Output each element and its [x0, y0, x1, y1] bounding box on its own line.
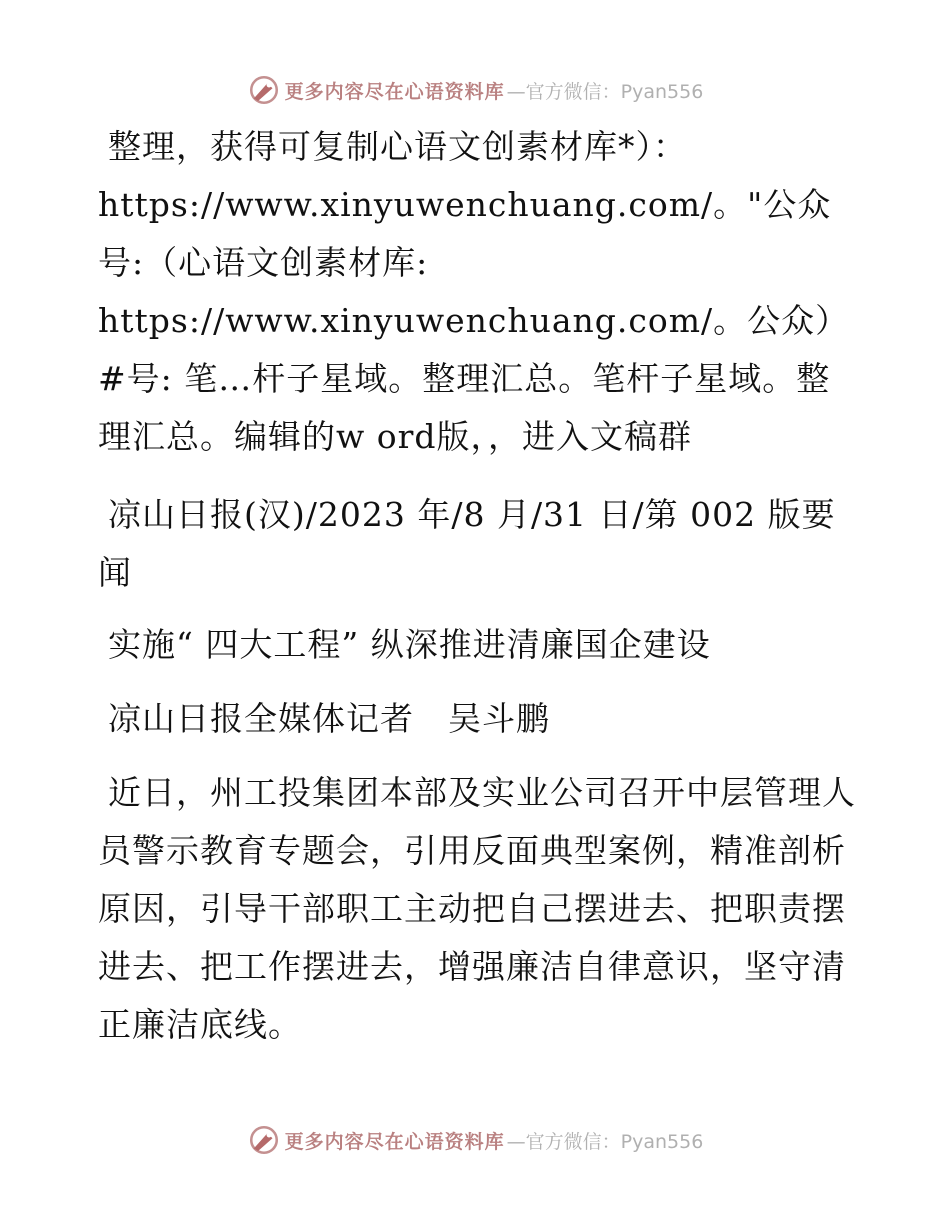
header-watermark: [0, 70, 950, 110]
watermark-text: 更多内容尽在心语资料库: [284, 80, 505, 103]
article-title: 实施“ 四大工程” 纵深推进清廉国企建设: [108, 625, 711, 664]
article-body-paragraph: 近日，州工投集团本部及实业公司召开中层管理人员警示教育专题会，引用反面典型案例，精准剖析原因，引导干部职工主动把自己摆进去、把职责摆进去、把工作摆进去，增强廉洁自律意识，坚守清正廉洁底线。: [98, 773, 856, 1044]
watermark-suffix: —官方微信：Pyan556: [506, 1130, 704, 1153]
source-line: 凉山日报(汉)/2023 年/8 月/31 日/第 002 版要闻: [98, 495, 836, 592]
pen-nib-logo-icon: [247, 1123, 281, 1157]
footer-watermark: [0, 1120, 950, 1160]
watermark-text: 更多内容尽在心语资料库: [284, 1130, 505, 1153]
pen-nib-logo-icon: [247, 73, 281, 107]
intro-paragraph: 整理，获得可复制心语文创素材库*）：https://www.xinyuwenchuang.com/。"公众号:（心语文创素材库: https://www.xinyuwenchuang.com/。公众）#号: 笔…杆子星域。整理汇总。笔杆子星域。整理汇总。编辑的w ord版，，进入文稿群: [98, 127, 850, 456]
watermark-suffix: —官方微信：Pyan556: [506, 80, 704, 103]
article-byline: 凉山日报全媒体记者 吴斗鹏: [108, 699, 550, 738]
